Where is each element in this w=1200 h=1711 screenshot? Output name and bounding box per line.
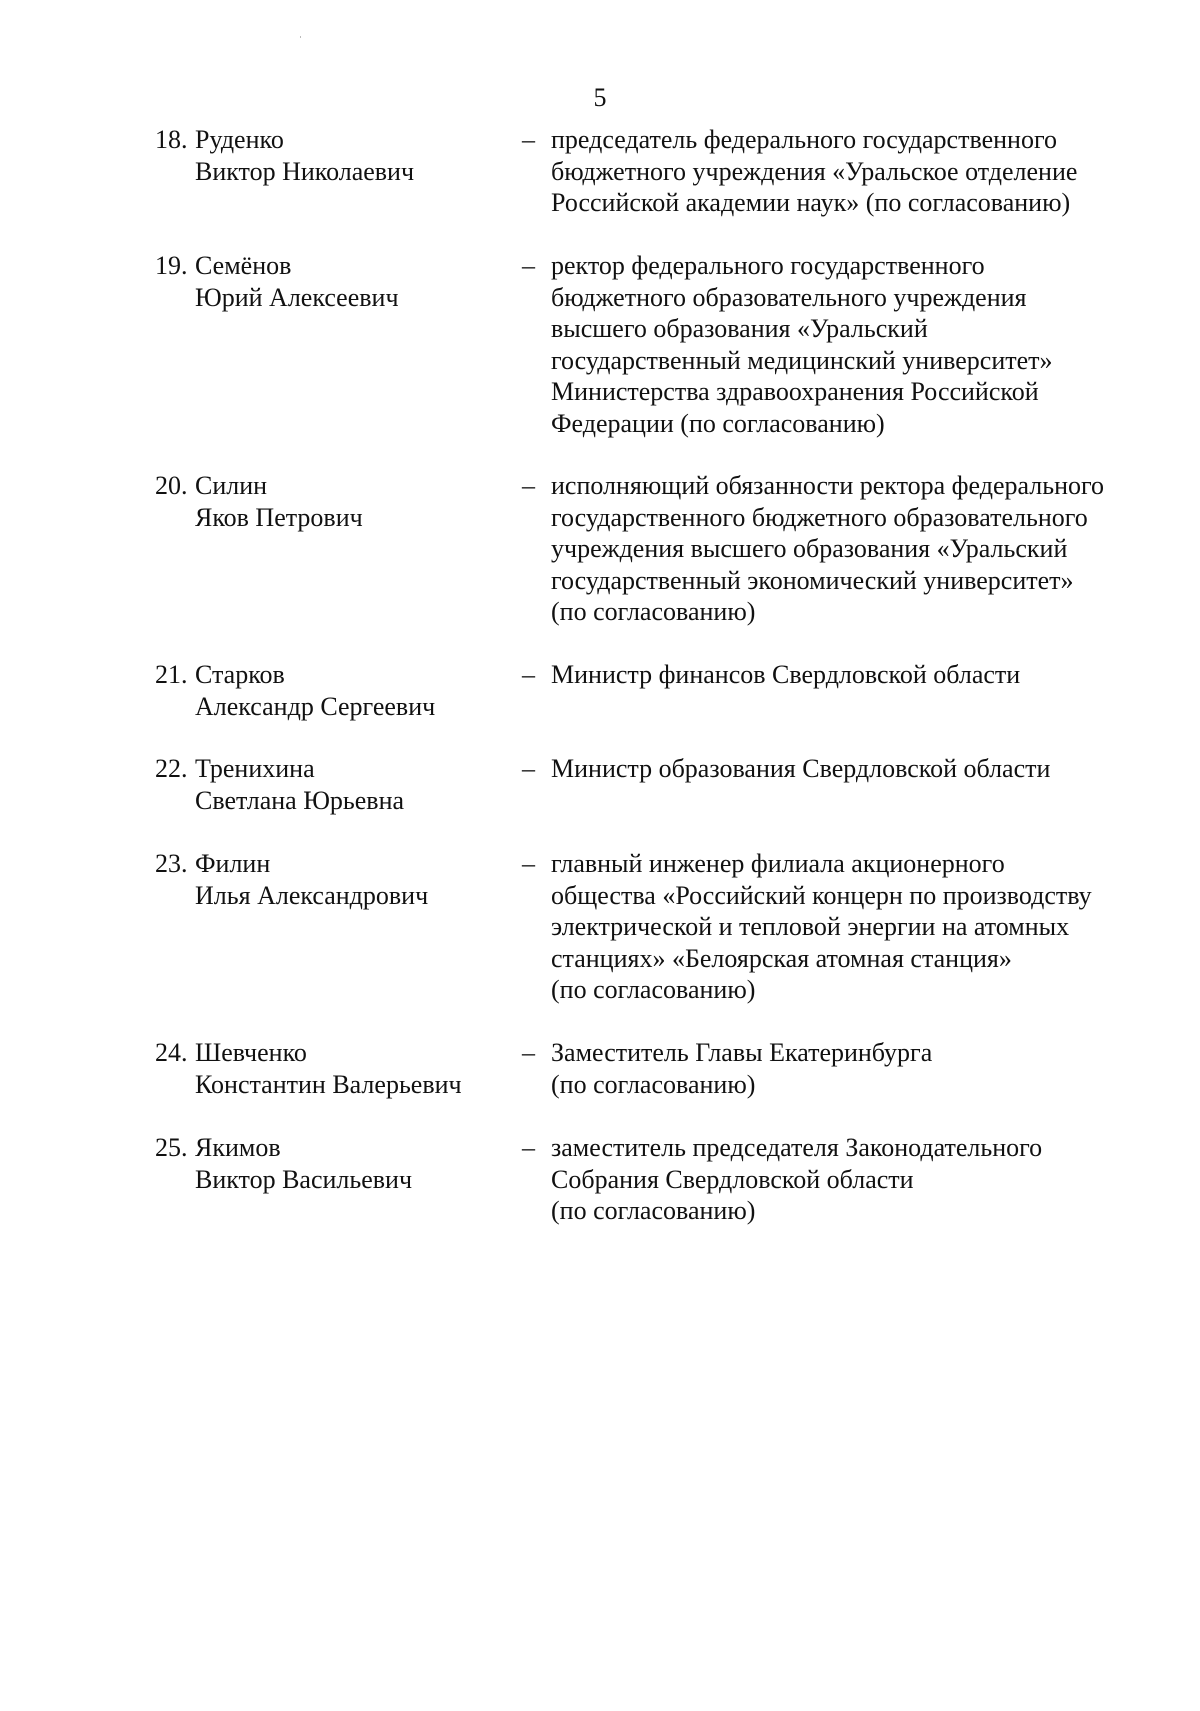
item-number: 20. xyxy=(155,471,188,500)
position-line: Российской академии наук» (по согласованию) xyxy=(551,188,1071,217)
position-line: высшего образования «Уральский xyxy=(551,314,928,343)
member-position xyxy=(551,1037,1151,1100)
position-line: исполняющий обязанности ректора федерального xyxy=(551,471,1105,500)
separator-dash: – xyxy=(522,660,535,689)
page-number: 5 xyxy=(593,83,607,112)
position-line: учреждения высшего образования «Уральский xyxy=(551,534,1068,563)
position-line: Министерства здравоохранения Российской xyxy=(551,377,1039,406)
member-surname: Тренихина xyxy=(195,754,315,783)
position-line: государственный экономический университет» xyxy=(551,565,1074,595)
separator-dash: – xyxy=(522,1038,535,1067)
separator-dash: – xyxy=(522,471,535,500)
position-line: Собрания Свердловской области xyxy=(551,1164,914,1194)
position-line: общества «Российский концерн по производству xyxy=(551,880,1092,910)
position-line: Заместитель Главы Екатеринбурга xyxy=(551,1038,933,1067)
member-surname: Якимов xyxy=(195,1133,281,1162)
position-line: ректор федерального государственного xyxy=(551,251,985,280)
item-number: 23. xyxy=(155,849,188,878)
member-given-names: Илья Александрович xyxy=(195,880,429,910)
item-number: 25. xyxy=(155,1133,188,1162)
member-surname: Руденко xyxy=(195,125,284,154)
member-surname: Семёнов xyxy=(195,251,292,280)
member-surname: Силин xyxy=(195,471,268,500)
position-line: государственного бюджетного образовательного xyxy=(551,502,1088,532)
member-given-names: Александр Сергеевич xyxy=(195,691,436,721)
member-position xyxy=(551,1132,1151,1227)
separator-dash: – xyxy=(522,125,535,154)
position-line: (по согласованию) xyxy=(551,975,756,1004)
position-line: станциях» «Белоярская атомная станция» xyxy=(551,943,1012,973)
member-position xyxy=(551,470,1151,628)
separator-dash: – xyxy=(522,251,535,280)
member-name xyxy=(195,1132,515,1195)
member-position xyxy=(551,659,1151,691)
position-line: электрической и тепловой энергии на атомных xyxy=(551,912,1070,941)
position-line: бюджетного образовательного учреждения xyxy=(551,282,1027,312)
item-number: 22. xyxy=(155,754,188,783)
member-position xyxy=(551,124,1151,219)
item-number: 19. xyxy=(155,251,188,280)
position-line: (по согласованию) xyxy=(551,1196,756,1225)
member-name xyxy=(195,124,515,187)
member-name xyxy=(195,753,515,816)
member-surname: Филин xyxy=(195,849,271,878)
position-line: Министр образования Свердловской области xyxy=(551,754,1051,783)
position-line: государственный медицинский университет» xyxy=(551,345,1053,375)
scan-speck xyxy=(300,36,301,38)
position-line: Министр финансов Свердловской области xyxy=(551,660,1021,689)
member-position xyxy=(551,848,1151,1006)
member-name xyxy=(195,659,515,722)
member-surname: Старков xyxy=(195,660,285,689)
separator-dash: – xyxy=(522,1133,535,1162)
position-line: председатель федерального государственного xyxy=(551,125,1057,154)
member-given-names: Константин Валерьевич xyxy=(195,1069,462,1099)
item-number: 21. xyxy=(155,660,188,689)
member-name xyxy=(195,470,515,533)
member-position xyxy=(551,753,1151,785)
member-surname: Шевченко xyxy=(195,1038,307,1067)
position-line: (по согласованию) xyxy=(551,597,756,626)
member-name xyxy=(195,250,515,313)
position-line: бюджетного учреждения «Уральское отделение xyxy=(551,156,1078,186)
member-name xyxy=(195,848,515,911)
separator-dash: – xyxy=(522,754,535,783)
position-line: Федерации (по согласованию) xyxy=(551,408,885,438)
item-number: 24. xyxy=(155,1038,188,1067)
position-line: заместитель председателя Законодательного xyxy=(551,1133,1043,1162)
member-name xyxy=(195,1037,515,1100)
separator-dash: – xyxy=(522,849,535,878)
member-given-names: Яков Петрович xyxy=(195,502,363,532)
member-given-names: Виктор Николаевич xyxy=(195,156,415,186)
item-number: 18. xyxy=(155,125,188,154)
position-line: главный инженер филиала акционерного xyxy=(551,849,1005,878)
position-line: (по согласованию) xyxy=(551,1069,756,1099)
member-given-names: Светлана Юрьевна xyxy=(195,785,405,815)
member-given-names: Юрий Алексеевич xyxy=(195,282,399,312)
member-given-names: Виктор Васильевич xyxy=(195,1164,413,1194)
member-position xyxy=(551,250,1151,439)
